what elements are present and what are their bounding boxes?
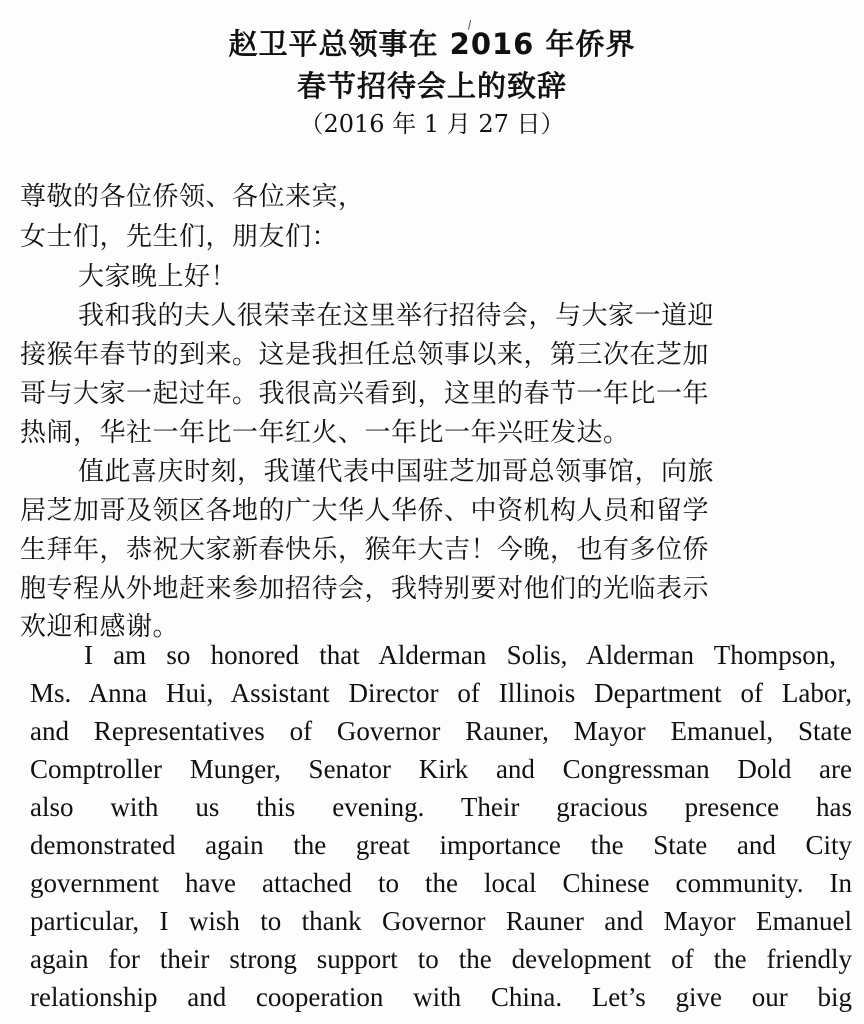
salutation-line-1: 尊敬的各位侨领、各位来宾， — [20, 182, 365, 212]
english-paragraph-line: demonstrated again the great importance the State and City — [30, 830, 852, 860]
paragraph-1-line: 热闹，华社一年比一年红火、一年比一年兴旺发达。 — [20, 418, 630, 448]
english-paragraph-line: relationship and cooperation with China. Let’s give our big — [30, 982, 852, 1012]
english-paragraph-line: particular, I wish to thank Governor Rauner and Mayor Emanuel — [30, 906, 852, 936]
document-date: （2016 年 1 月 27 日） — [299, 110, 565, 138]
paragraph-2-line: 胞专程从外地赶来参加招待会，我特别要对他们的光临表示 — [20, 574, 710, 604]
english-paragraph-line: again for their strong support to the development of the friendly — [30, 944, 852, 974]
english-paragraph-line: also with us this evening. Their gracious presence has — [30, 792, 852, 822]
paragraph-1-line: 接猴年春节的到来。这是我担任总领事以来，第三次在芝加 — [20, 340, 710, 370]
document-title-line-1: 赵卫平总领事在 2016 年侨界 — [228, 27, 636, 61]
english-paragraph-line: government have attached to the local Chinese community. In — [30, 868, 852, 898]
paragraph-2-line: 欢迎和感谢。 — [20, 612, 180, 642]
paragraph-1-line: 我和我的夫人很荣幸在这里举行招待会，与大家一道迎 — [78, 301, 715, 331]
paragraph-1-line: 哥与大家一起过年。我很高兴看到，这里的春节一年比一年 — [20, 379, 710, 409]
greeting-line: 大家晚上好！ — [78, 262, 238, 292]
english-paragraph-line: Ms. Anna Hui, Assistant Director of Illinois Department of Labor, — [30, 678, 852, 708]
english-paragraph-line: I am so honored that Alderman Solis, Alderman Thompson, — [84, 640, 836, 670]
paragraph-2-line: 居芝加哥及领区各地的广大华人华侨、中资机构人员和留学 — [20, 496, 710, 526]
english-paragraph-line: Comptroller Munger, Senator Kirk and Congressman Dold are — [30, 754, 852, 784]
paragraph-2-line: 生拜年，恭祝大家新春快乐，猴年大吉！今晚，也有多位侨 — [20, 535, 710, 565]
salutation-line-2: 女士们，先生们，朋友们： — [20, 222, 339, 252]
document-title-line-2: 春节招待会上的致辞 — [296, 69, 567, 103]
paragraph-2-line: 值此喜庆时刻，我谨代表中国驻芝加哥总领事馆，向旅 — [78, 457, 715, 487]
english-paragraph-line: and Representatives of Governor Rauner, Mayor Emanuel, State — [30, 716, 852, 746]
